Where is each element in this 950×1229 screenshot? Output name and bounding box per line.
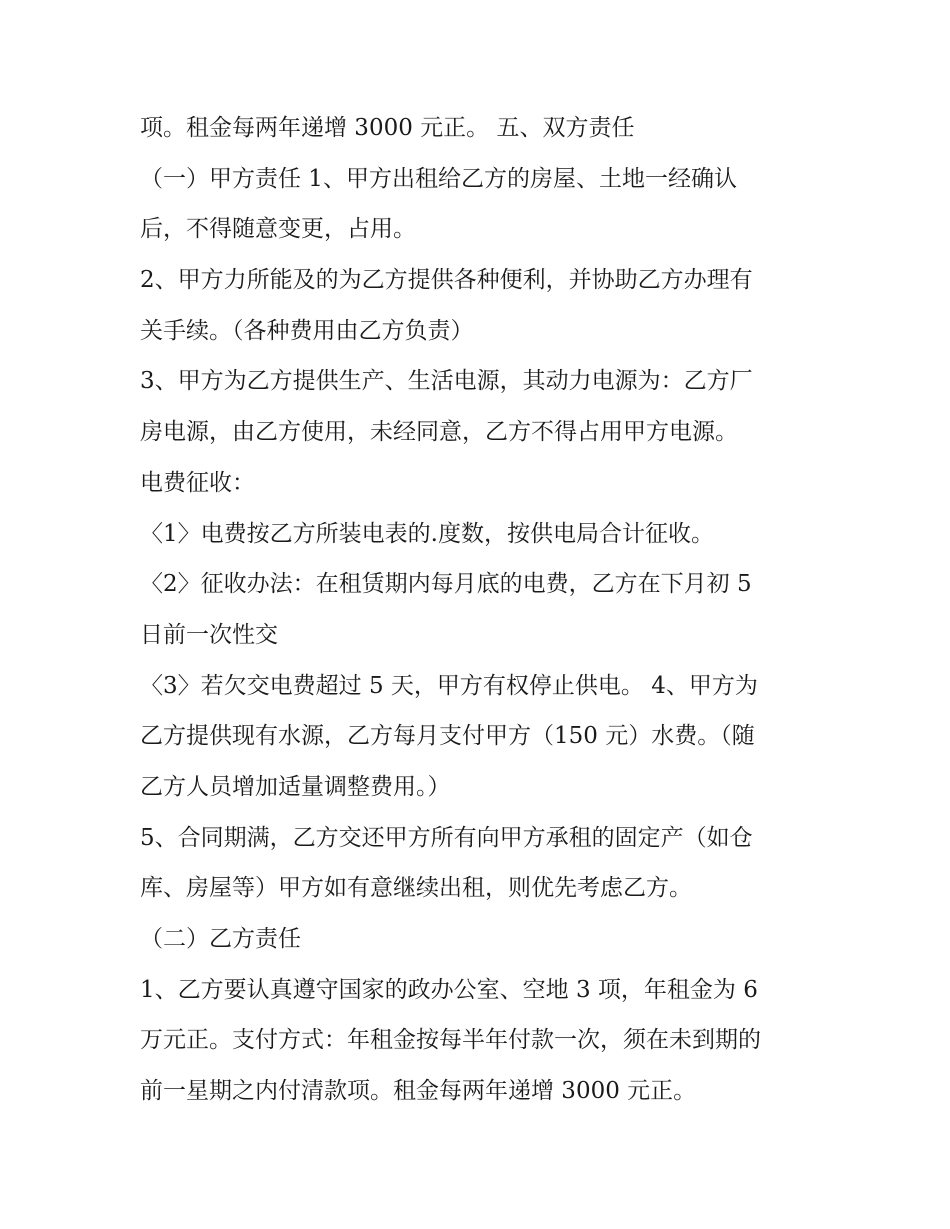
text-line: 电费征收： (140, 469, 255, 496)
text-line: 3、甲方为乙方提供生产、生活电源，其动力电源为：乙方厂 (140, 368, 753, 395)
text-line: 房电源，由乙方使用，未经同意，乙方不得占用甲方电源。 (140, 419, 738, 446)
text-line: 前一星期之内付清款项。租金每两年递增 3000 元正。 (140, 1078, 697, 1105)
text-line: 1、乙方要认真遵守国家的政办公室、空地 3 项，年租金为 6 (140, 976, 758, 1003)
text-line: 后，不得随意变更，占用。 (140, 216, 416, 243)
text-line: 5、合同期满，乙方交还甲方所有向甲方承租的固定产（如仓 (140, 824, 753, 851)
text-line: 乙方人员增加适量调整费用。） (140, 773, 451, 800)
text-line: 日前一次性交 (140, 621, 278, 648)
text-line: 库、房屋等）甲方如有意继续出租，则优先考虑乙方。 (140, 875, 692, 902)
text-line: 项。租金每两年递增 3000 元正。 五、双方责任 (140, 115, 635, 141)
text-line: 2、甲方力所能及的为乙方提供各种便利，并协助乙方办理有 (140, 267, 753, 294)
text-line: 关手续。（各种费用由乙方负责） (140, 317, 474, 344)
text-line: 〈3〉若欠交电费超过 5 天，甲方有权停止供电。 4、甲方为 (140, 672, 758, 699)
text-line: （一）甲方责任 1、甲方出租给乙方的房屋、土地一经确认 (140, 165, 737, 192)
text-line: 〈1〉电费按乙方所装电表的.度数，按供电局合计征收。 (140, 520, 714, 547)
text-line: 〈2〉征收办法：在租赁期内每月底的电费，乙方在下月初 5 (140, 571, 752, 598)
document-body (140, 108, 820, 1122)
text-line: （二）乙方责任 (140, 926, 301, 952)
text-line: 乙方提供现有水源，乙方每月支付甲方（150 元）水费。（随 (140, 723, 755, 750)
text-line: 万元正。支付方式：年租金按每半年付款一次，须在未到期的 (140, 1027, 761, 1054)
